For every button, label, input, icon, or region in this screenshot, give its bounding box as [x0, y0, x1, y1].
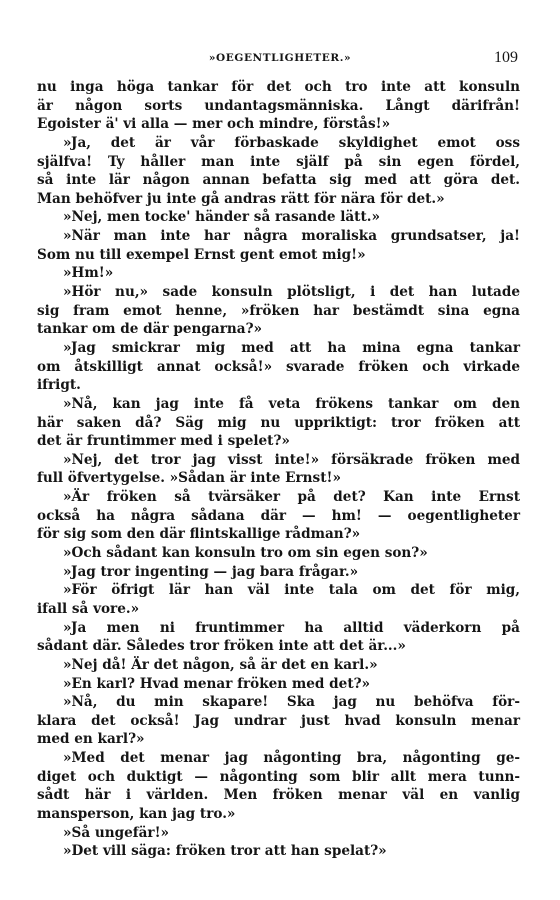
text-line: »När man inte har några moraliska grundsatser, ja!: [63, 228, 520, 245]
text-line: »Nej, det tror jag visst inte!» försäkrade fröken med: [63, 451, 520, 468]
text-line: »Nej då! Är det någon, så är det en karl.»: [63, 656, 378, 673]
text-line: »Ja, det är vår förbaskade skyldighet emot oss: [63, 134, 520, 151]
text-line: ifall så vore.»: [37, 600, 140, 617]
text-line: med en karl?»: [37, 731, 145, 748]
running-head: [0, 49, 560, 69]
text-line: sådant där. Således tror fröken inte att det är...»: [37, 638, 406, 655]
text-line: »Med det menar jag någonting bra, någonting ge-: [63, 750, 520, 767]
text-line: full öfvertygelse. »Sådan är inte Ernst!»: [37, 470, 341, 487]
text-line: ifrigt.: [37, 377, 81, 394]
text-line: det är fruntimmer med i spelet?»: [37, 433, 290, 450]
text-line: nu inga höga tankar för det och tro inte att konsuln: [37, 79, 520, 95]
text-line: »Nå, du min skapare! Ska jag nu behöfva för-: [63, 694, 520, 711]
text-line: själfva! Ty håller man inte själf på sin egen fördel,: [37, 153, 520, 170]
text-line: mansperson, kan jag tro.»: [37, 805, 236, 822]
running-head-title: »OEGENTLIGHETER.»: [208, 52, 352, 64]
text-line: »Hör nu,» sade konsuln plötsligt, i det han lutade: [63, 284, 520, 301]
text-line: »Ja men ni fruntimmer ha alltid väderkorn på: [63, 619, 520, 636]
text-line: »Det vill säga: fröken tror att han spelat?»: [63, 843, 387, 860]
text-line: Egoister ä' vi alla — mer och mindre, förstås!»: [37, 116, 391, 133]
text-line: så inte lär någon annan befatta sig med att göra det.: [37, 172, 520, 189]
text-line: diget och duktigt — någonting som blir allt mera tunn-: [37, 768, 520, 785]
text-line: här saken då? Säg mig nu uppriktigt: tror fröken att: [37, 414, 520, 431]
page-number: 109: [494, 49, 518, 66]
text-line: också ha några sådana där — hm! — oegentligheter: [37, 507, 520, 524]
text-line: »Nå, kan jag inte få veta frökens tankar om den: [63, 395, 520, 412]
text-line: »Så ungefär!»: [63, 824, 170, 841]
text-line: är någon sorts undantagsmänniska. Långt därifrån!: [37, 97, 520, 114]
text-line: Som nu till exempel Ernst gent emot mig!»: [37, 246, 366, 263]
text-line: för sig som den där flintskallige rådman?»: [37, 526, 361, 543]
body-text: [37, 78, 520, 861]
text-line: »Nej, men tocke' händer så rasande lätt.»: [63, 209, 380, 226]
text-line: »För öfrigt lär han väl inte tala om det för mig,: [63, 582, 520, 599]
text-line: »Är fröken så tvärsäker på det? Kan inte Ernst: [63, 489, 520, 506]
text-line: »Hm!»: [63, 265, 114, 282]
text-line: om åtskilligt annat också!» svarade fröken och virkade: [37, 358, 520, 375]
text-line: sådt här i världen. Men fröken menar väl en vanlig: [37, 787, 520, 804]
text-line: tankar om de där pengarna?»: [37, 321, 263, 338]
text-line: »En karl? Hvad menar fröken med det?»: [63, 675, 371, 692]
text-line: »Jag smickrar mig med att ha mina egna tankar: [63, 339, 520, 356]
text-line: klara det också! Jag undrar just hvad konsuln menar: [37, 712, 520, 729]
text-line: sig fram emot henne, »fröken har bestämdt sina egna: [37, 302, 520, 319]
text-line: »Jag tror ingenting — jag bara frågar.»: [63, 563, 359, 580]
text-line: Man behöfver ju inte gå andras rätt för nära för det.»: [37, 190, 445, 207]
text-line: »Och sådant kan konsuln tro om sin egen son?»: [63, 545, 428, 562]
